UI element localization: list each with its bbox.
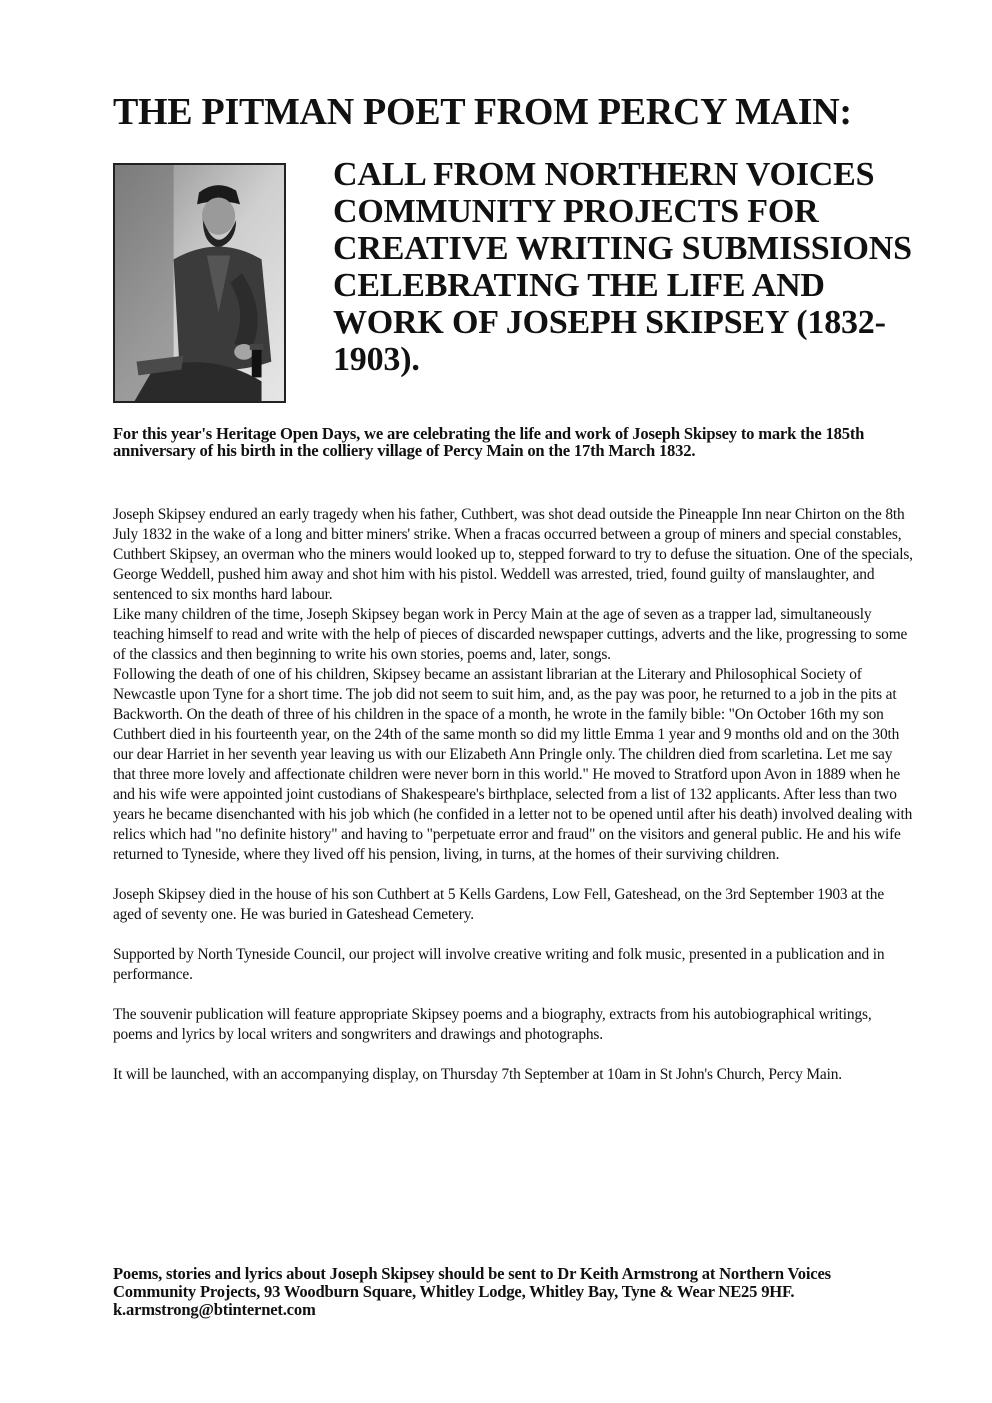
portrait-photo-icon (115, 165, 284, 401)
paragraph-father-tragedy: Joseph Skipsey endured an early tragedy when his father, Cuthbert, was shot dead outside the Pineapple Inn near Chirton on the 8th July 1832 in the wake of a long and bitter miners' strike. When a fracas occurred between a group of miners and special constables, Cuthbert Skipsey, an overman who the miners would looked up to, stepped forward to try to defuse the situation. One of the specials, George Weddell, pushed him away and shot him with his pistol. Weddell was arrested, tried, found guilty of manslaughter, and sentenced to six months hard labour. (113, 506, 913, 603)
paragraph-death: Joseph Skipsey died in the house of his son Cuthbert at 5 Kells Gardens, Low Fell, Gateshead, on the 3rd September 1903 at the aged of seventy one. He was buried in Gateshead Cemetery. (113, 886, 885, 923)
paragraph-support: Supported by North Tyneside Council, our project will involve creative writing and folk music, presented in a publication and in performance. (113, 946, 885, 983)
submission-instructions: Poems, stories and lyrics about Joseph Skipsey should be sent to Dr Keith Armstrong at Northern Voices Community Projects, 93 Woodburn Square, Whitley Lodge, Whitley Bay, Tyne & Wear NE25 9HF. k.armstrong@btinternet.com (113, 1264, 831, 1319)
subtitle-heading: CALL FROM NORTHERN VOICES COMMUNITY PROJECTS FOR CREATIVE WRITING SUBMISSIONS CELEBRATING THE LIFE AND WORK OF JOSEPH SKIPSEY (1832-1903). (333, 156, 912, 378)
lead-paragraph: For this year's Heritage Open Days, we are celebrating the life and work of Joseph Skipsey to mark the 185th anniversary of his birth in the colliery village of Percy Main on the 17th March 1832. (113, 424, 865, 460)
portrait-photo (113, 163, 286, 403)
paragraph-publication: The souvenir publication will feature appropriate Skipsey poems and a biography, extracts from his autobiographical writings, poems and lyrics by local writers and songwriters and drawings and photographs. (113, 1006, 872, 1043)
paragraph-librarian-stratford: Following the death of one of his children, Skipsey became an assistant librarian at the Literary and Philosophical Society of Newcastle upon Tyne for a short time. The job did not seem to suit him, and, as the pay was poor, he returned to a job in the pits at Backworth. On the death of three of his children in the space of a month, he wrote in the family bible: "On October 16th my son Cuthbert died in his fourteenth year, on the 24th of the same month so did my little Emma 1 year and 9 months old and on the 30th our dear Harriet in her seventh year leaving us with our Elizabeth Ann Pringle only. The children died from scarletina. Let me say that three more lovely and affectionate children were never born in this world." He moved to Stratford upon Avon in 1889 when he and his wife were appointed joint custodians of Shakespeare's birthplace, selected from a list of 132 applicants. After less than two years he became disenchanted with his job which (he confided in a letter not to be opened until after his death) involved dealing with relics which had "no definite history" and having to "perpetuate error and fraud" on the visitors and general public. He and his wife returned to Tyneside, where they lived off his pension, living, in turns, at the homes of their surviving children. (113, 666, 913, 863)
paragraph-launch: It will be launched, with an accompanying display, on Thursday 7th September at 10am in St John's Church, Percy Main. (113, 1066, 842, 1083)
body-text (113, 505, 913, 1085)
paragraph-trapper-lad: Like many children of the time, Joseph Skipsey began work in Percy Main at the age of seven as a trapper lad, simultaneously teaching himself to read and write with the help of pieces of discarded newspaper cuttings, adverts and the like, progressing to some of the classics and then beginning to write his own stories, poems and, later, songs. (113, 606, 908, 663)
page-title: THE PITMAN POET FROM PERCY MAIN: (113, 91, 852, 133)
